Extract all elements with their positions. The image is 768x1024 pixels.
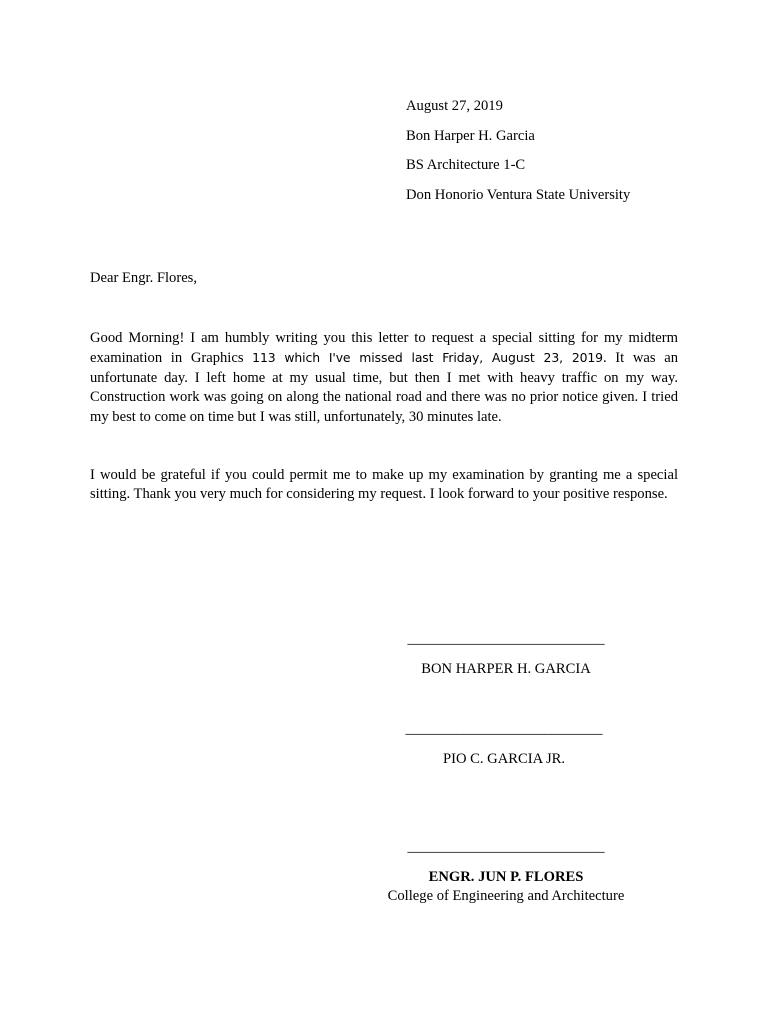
sender-university: Don Honorio Ventura State University bbox=[406, 186, 631, 203]
signature-block-instructor bbox=[370, 840, 642, 906]
body-paragraph-2: I would be grateful if you could permit me to make up my examination by granting me a special sitting. Thank you very much for considering my request. I look forward to your positive response. bbox=[90, 467, 678, 503]
signature-block-sender bbox=[400, 632, 612, 679]
letter-date: August 27, 2019 bbox=[406, 98, 503, 114]
sender-name: Bon Harper H. Garcia bbox=[406, 127, 535, 144]
paragraph-1-text-b: 113 which I've missed last Friday, August 23, 2019 bbox=[252, 350, 603, 366]
signatory-name: BON HARPER H. GARCIA bbox=[421, 661, 591, 677]
signature-line: ___________________________ bbox=[405, 721, 603, 737]
body-paragraph-1 bbox=[90, 329, 678, 427]
signature-line: ___________________________ bbox=[407, 839, 605, 855]
signature-block-parent bbox=[398, 722, 610, 769]
paragraph-1-text-c: . It was an unfortunate day. I left home at my usual time, but then I met with heavy traffic on my way. Construction work was going on along the national road and there was no prior notice given. I tried my best to come on time but I was still, unfortunately, 30 minutes late. bbox=[90, 350, 678, 425]
signatory-department: College of Engineering and Architecture bbox=[387, 888, 625, 904]
signatory-name: ENGR. JUN P. FLORES bbox=[428, 869, 584, 885]
sender-program: BS Architecture 1-C bbox=[406, 157, 526, 173]
salutation: Dear Engr. Flores, bbox=[90, 270, 197, 286]
signatory-name: PIO C. GARCIA JR. bbox=[442, 751, 566, 767]
signature-line: ___________________________ bbox=[407, 631, 605, 647]
paragraph-1-text-a: Good Morning! I am humbly writing you this letter to request a special sitting for my midterm examination in Graphics bbox=[90, 330, 678, 367]
letter-header bbox=[406, 92, 630, 210]
